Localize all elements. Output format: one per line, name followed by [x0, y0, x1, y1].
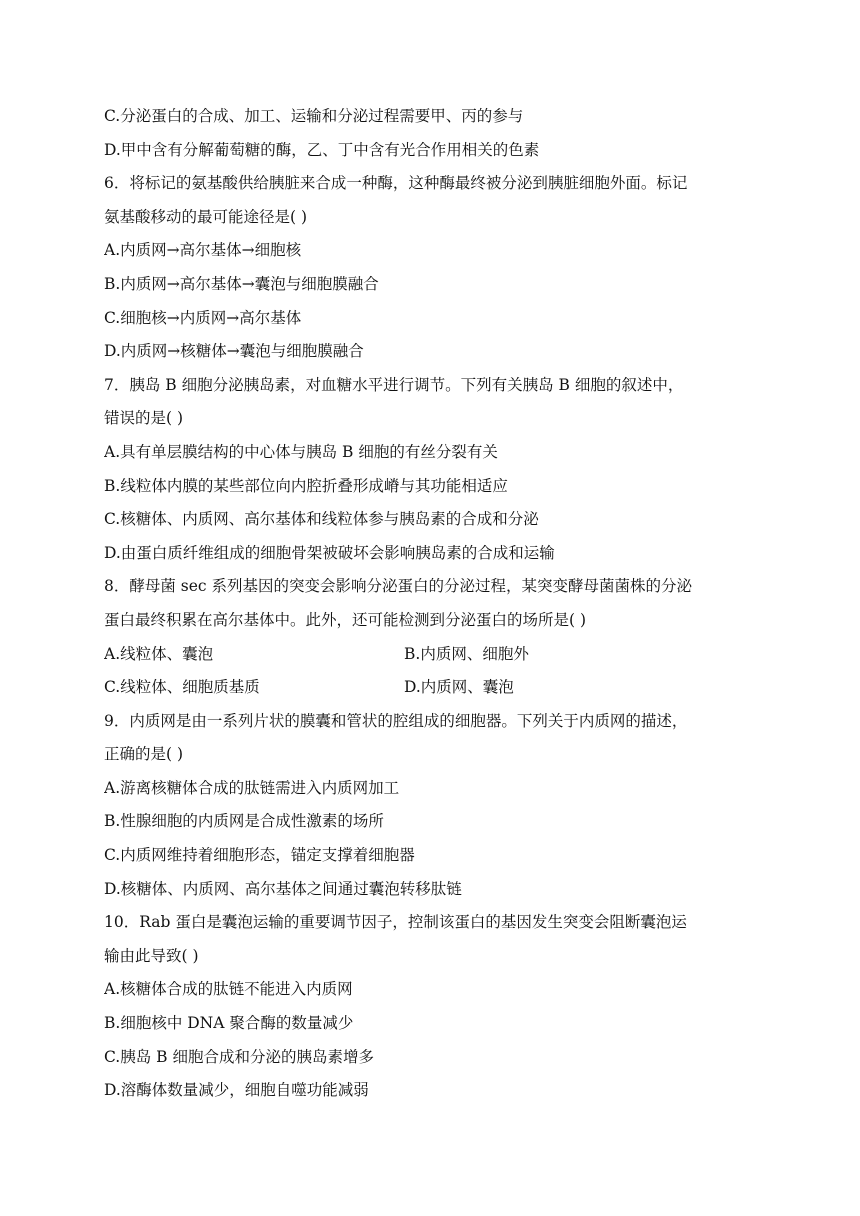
q6-option-c: C.细胞核→内质网→高尔基体 [104, 308, 302, 327]
q7-option-d: D.由蛋白质纤维组成的细胞骨架被破坏会影响胰岛素的合成和运输 [104, 543, 555, 562]
q8-option-a: A.线粒体、囊泡 [104, 644, 214, 663]
q9-stem-line2: 正确的是( ) [104, 745, 184, 764]
q6-stem-line2: 氨基酸移动的最可能途径是( ) [104, 207, 308, 226]
q5-option-d: D.甲中含有分解葡萄糖的酶，乙、丁中含有光合作用相关的色素 [104, 140, 540, 159]
q10-option-d: D.溶酶体数量减少，细胞自噬功能减弱 [104, 1081, 369, 1100]
q9-option-c: C.内质网维持着细胞形态，锚定支撑着细胞器 [104, 846, 415, 865]
q5-option-c: C.分泌蛋白的合成、加工、运输和分泌过程需要甲、丙的参与 [104, 107, 524, 125]
q10-option-b: B.细胞核中 DNA 聚合酶的数量减少 [104, 1014, 354, 1033]
q8-option-d: D.内质网、囊泡 [404, 678, 514, 697]
q10-stem-line1: 10．Rab 蛋白是囊泡运输的重要调节因子，控制该蛋白的基因发生突变会阻断囊泡运 [104, 913, 687, 932]
q7-option-b: B.线粒体内膜的某些部位向内腔折叠形成嵴与其功能相适应 [104, 476, 508, 495]
q8-stem-line1: 8．酵母菌 sec 系列基因的突变会影响分泌蛋白的分泌过程，某突变酵母菌菌株的分泌 [104, 577, 693, 596]
q9-option-d: D.核糖体、内质网、高尔基体之间通过囊泡转移肽链 [104, 879, 462, 898]
q8-options-row2 [104, 671, 756, 705]
q8-stem-line2: 蛋白最终积累在高尔基体中。此外，还可能检测到分泌蛋白的场所是( ) [104, 610, 587, 629]
q10-option-c: C.胰岛 B 细胞合成和分泌的胰岛素增多 [104, 1047, 374, 1066]
q7-option-c: C.核糖体、内质网、高尔基体和线粒体参与胰岛素的合成和分泌 [104, 510, 539, 529]
question-content [104, 100, 756, 1108]
q7-stem-line2: 错误的是( ) [104, 409, 184, 428]
q6-stem-line1: 6．将标记的氨基酸供给胰脏来合成一种酶，这种酶最终被分泌到胰脏细胞外面。标记 [104, 174, 688, 193]
q8-options-row1 [104, 638, 756, 672]
q6-option-a: A.内质网→高尔基体→细胞核 [104, 241, 302, 260]
q8-option-c: C.线粒体、细胞质基质 [104, 678, 260, 697]
q7-option-a: A.具有单层膜结构的中心体与胰岛 B 细胞的有丝分裂有关 [104, 442, 498, 461]
q10-option-a: A.核糖体合成的肽链不能进入内质网 [104, 980, 353, 999]
q6-option-d: D.内质网→核糖体→囊泡与细胞膜融合 [104, 342, 364, 361]
q8-option-b: B.内质网、细胞外 [404, 644, 529, 663]
q7-stem-line1: 7．胰岛 B 细胞分泌胰岛素，对血糖水平进行调节。下列有关胰岛 B 细胞的叙述中， [104, 375, 684, 394]
q10-stem-line2: 输由此导致( ) [104, 946, 199, 965]
q9-stem-line1: 9．内质网是由一系列片状的膜囊和管状的腔组成的细胞器。下列关于内质网的描述， [104, 711, 688, 730]
q9-option-b: B.性腺细胞的内质网是合成性激素的场所 [104, 812, 384, 831]
q9-option-a: A.游离核糖体合成的肽链需进入内质网加工 [104, 778, 400, 797]
q6-option-b: B.内质网→高尔基体→囊泡与细胞膜融合 [104, 274, 379, 293]
